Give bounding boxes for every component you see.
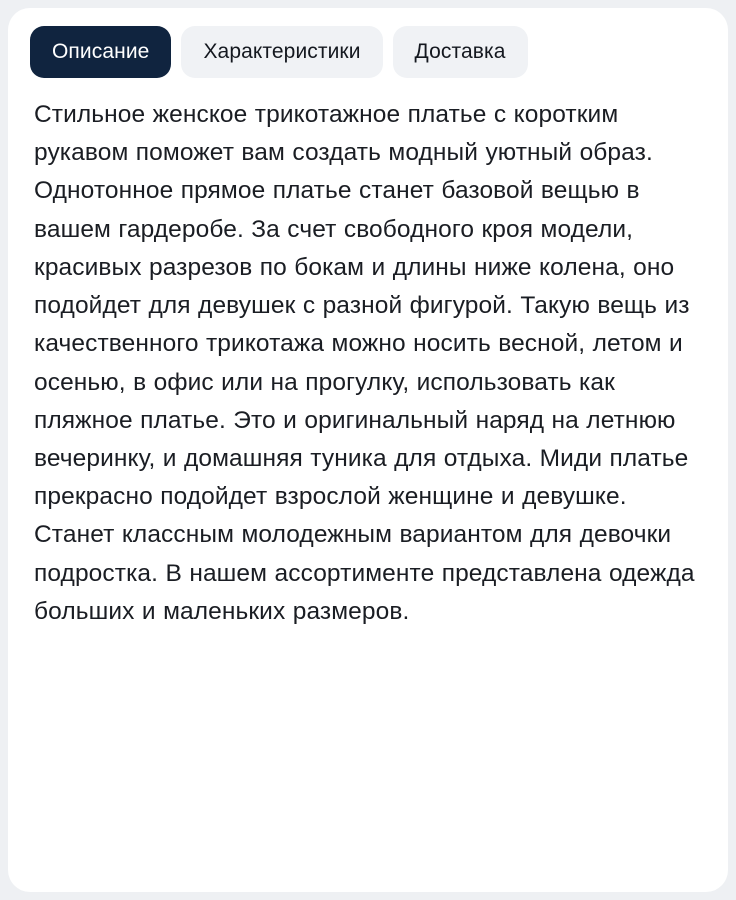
product-tabs [30,26,706,78]
product-info-card [8,8,728,892]
product-description-text: Стильное женское трикотажное платье с коротким рукавом поможет вам создать модный уютный образ. Однотонное прямое платье станет базовой вещью в вашем гардеробе. За счет свободного кроя модели, красивых разрезов по бокам и длины ниже колена, оно подойдет для девушек с разной фигурой. Такую вещь из качественного трикотажа можно носить весной, летом и осенью, в офис или на прогулку, использовать как пляжное платье. Это и оригинальный наряд на летнюю вечеринку, и домашняя туника для отдыха. Миди платье прекрасно подойдет взрослой женщине и девушке. Станет классным молодежным вариантом для девочки подростка. В нашем ассортименте представлена одежда больших и маленьких размеров. [34,101,695,625]
tab-description[interactable]: Описание [30,26,171,78]
tab-delivery[interactable]: Доставка [393,26,528,78]
tab-characteristics[interactable]: Характеристики [181,26,382,78]
